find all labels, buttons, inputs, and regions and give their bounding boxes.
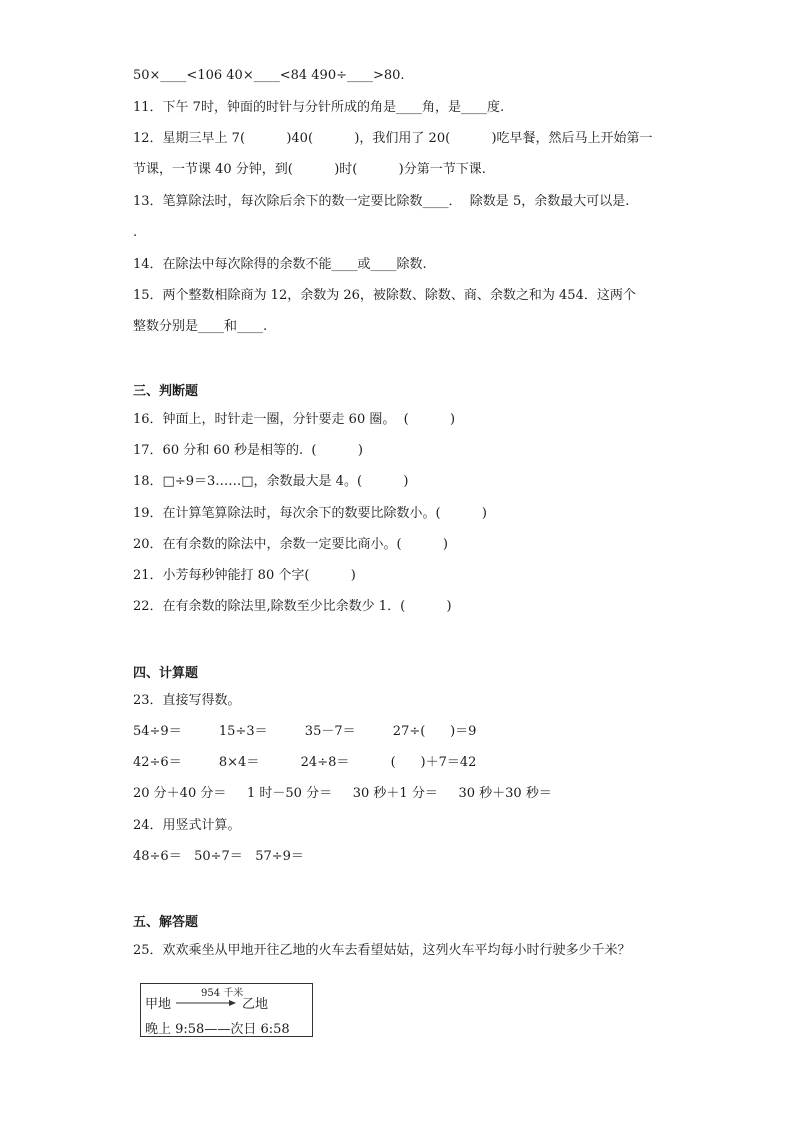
destination-label: 乙地 — [242, 997, 269, 1012]
question-25: 25．欢欢乘坐从甲地开往乙地的火车去看望姑姑，这列火车平均每小时行驶多少千米？ — [133, 943, 631, 958]
question-24-items: 48÷6＝ 50÷7＝ 57÷9＝ — [133, 849, 304, 864]
route-arrow-icon — [176, 999, 236, 1007]
question-13-line-1: 13．笔算除法时，每次除后余下的数一定要比除数____． 除数是 5，余数最大可以是. — [133, 194, 630, 209]
question-12-line-1: 12．星期三早上 7( )40( )，我们用了 20( )吃早餐，然后马上开始第一 — [133, 131, 653, 146]
question-16: 16．钟面上，时针走一圈，分针要走 60 圈。 ( ) — [133, 412, 456, 427]
question-15-line-2: 整数分别是____和____. — [133, 319, 268, 334]
question-11: 11．下午 7时，钟面的时针与分针所成的角是____角，是____度. — [133, 100, 505, 115]
calc-row-1: 54÷9＝ 15÷3＝ 35－7＝ 27÷( )＝9 — [133, 724, 477, 739]
question-18: 18．□÷9＝3……□，余数最大是 4。( ) — [133, 474, 409, 489]
distance-label: 954 千米 — [201, 988, 244, 999]
question-12-line-2: 节课，一节课 40 分钟，到( )时( )分第一节下课. — [133, 162, 486, 177]
question-20: 20．在有余数的除法中，余数一定要比商小。( ) — [133, 537, 449, 552]
origin-label: 甲地 — [145, 997, 172, 1012]
question-21: 21．小芳每秒钟能打 80 个字( ) — [133, 568, 356, 583]
question-19: 19．在计算笔算除法时，每次余下的数要比除数小。( ) — [133, 506, 488, 521]
travel-time-label: 晚上 9:58——次日 6:58 — [145, 1022, 290, 1037]
question-14: 14．在除法中每次除得的余数不能____或____除数. — [133, 257, 427, 272]
question-13-line-2: . — [133, 225, 138, 240]
calc-row-3: 20 分＋40 分＝ 1 时－50 分＝ 30 秒＋1 分＝ 30 秒＋30 秒＝ — [133, 786, 552, 801]
question-17: 17．60 分和 60 秒是相等的. ( ) — [133, 443, 363, 458]
section-heading-judge: 三、判断题 — [133, 384, 199, 399]
question-23: 23．直接写得数。 — [133, 693, 241, 708]
question-22: 22．在有余数的除法里,除数至少比余数少 1．( ) — [133, 599, 452, 614]
section-heading-answer: 五、解答题 — [133, 915, 199, 930]
question-10-continuation: 50×____<106 40×____<84 490÷____>80. — [133, 68, 405, 83]
calc-row-2: 42÷6＝ 8×4＝ 24÷8＝ ( )＋7＝42 — [133, 755, 477, 770]
question-24: 24．用竖式计算。 — [133, 818, 241, 833]
section-heading-calc: 四、计算题 — [133, 666, 199, 681]
train-route-figure — [140, 983, 313, 1037]
question-15-line-1: 15．两个整数相除商为 12，余数为 26，被除数、除数、商、余数之和为 454．这两个 — [133, 288, 636, 303]
